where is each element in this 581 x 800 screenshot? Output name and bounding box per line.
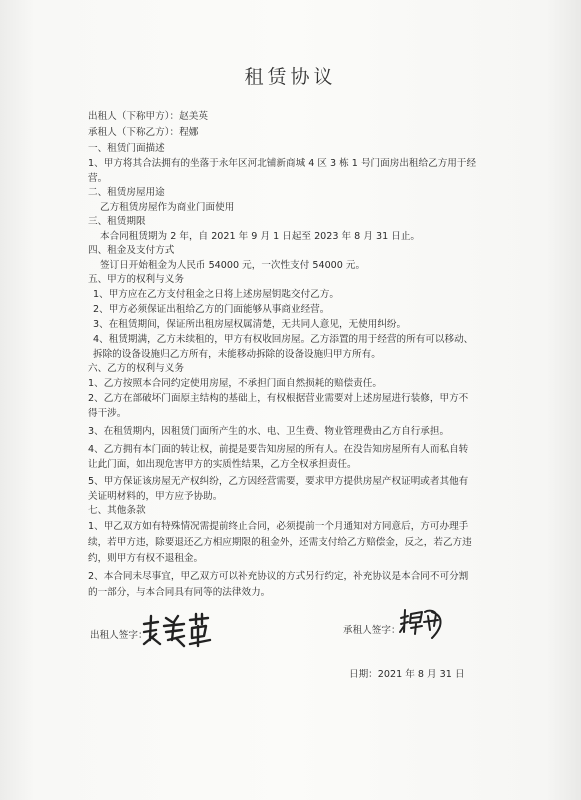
clause-line: 2、乙方在部破坏门面原主结构的基础上，有权根据营业需要对上述房屋进行装修，甲方不: [88, 393, 469, 404]
clause-line: 5、甲方保证该房屋无产权纠纷，乙方因经营需要，要求甲方提供房屋产权证明或者其他有: [88, 476, 469, 487]
clause-line: 得干涉。: [88, 408, 127, 419]
section-heading: 二、租赁房屋用途: [88, 187, 165, 198]
clause-line: 的一部分，与本合同具有同等的法律效力。: [88, 587, 271, 598]
section-heading: 五、甲方的权利与义务: [88, 274, 184, 285]
clause-line: 4、乙方拥有本门面的转让权，前提是要告知房屋的所有人。在没告知房屋所有人而私自转: [88, 444, 469, 455]
clause-line: 4、租赁期满，乙方未续租的，甲方有权收回房屋。乙方添置的用于经营的所有可以移动、: [93, 334, 474, 345]
clause-line: 2、本合同未尽事宜，甲乙双方可以补充协议的方式另行约定，补充协议是本合同不可分割: [88, 571, 469, 582]
clause-line: 关证明材料的，甲方应予协助。: [88, 491, 223, 502]
clause-line: 签订日开始租金为人民币 54000 元，一次性支付 54000 元。: [100, 260, 366, 271]
clause-line: 让此门面，如出现危害甲方的实质性结果，乙方全权承担责任。: [88, 459, 357, 470]
clause-line: 3、在租赁期间，保证所出租房屋权属清楚，无共同人意见，无使用纠纷。: [93, 319, 407, 330]
clause-line: 约，则甲方有权不退租金。: [88, 553, 204, 564]
clause-line: 2、甲方必须保证出租给乙方的门面能够从事商业经营。: [93, 304, 330, 315]
clause-line: 1、甲乙双方如有特殊情况需提前终止合同，必须提前一个月通知对方同意后，方可办理手: [88, 521, 469, 532]
clause-line: 续，若甲方违，除要退还乙方相应期限的租金外，还需支付给乙方赔偿金，反之，若乙方违: [88, 537, 472, 548]
signing-date: 日期：2021 年 8 月 31 日: [349, 669, 465, 680]
section-heading: 七、其他条款: [88, 505, 146, 516]
clause-line: 营。: [88, 173, 108, 184]
section-heading: 三、租赁期限: [88, 216, 146, 227]
lessor-line: 出租人（下称甲方）：赵美英: [88, 111, 208, 122]
document-title: 租赁协议: [244, 66, 337, 88]
clause-line: 1、甲方将其合法拥有的坐落于永年区河北铺新商城 4 区 3 栋 1 号门面房出租给乙方用于经: [88, 158, 477, 169]
clause-line: 乙方租赁房屋作为商业门面使用: [100, 202, 235, 213]
clause-line: 3、在租赁期内，因租赁门面所产生的水、电、卫生费、物业管理费由乙方自行承担。: [88, 426, 450, 437]
lessee-signature: [398, 606, 444, 640]
clause-line: 1、乙方按照本合同约定使用房屋，不承担门面自然损耗的赔偿责任。: [88, 378, 382, 389]
lessor-signature: [140, 610, 212, 650]
lessor-signature-label: 出租人签字：: [90, 630, 148, 641]
section-heading: 四、租金及支付方式: [88, 245, 175, 256]
clause-line: 1、甲方应在乙方支付租金之日将上述房屋钥匙交付乙方。: [93, 289, 339, 300]
clause-line: 本合同租赁期为 2 年，自 2021 年 9 月 1 日起至 2023 年 8 月 31 日止。: [100, 231, 421, 242]
clause-line: 拆除的设备设施归乙方所有，未能移动拆除的设备设施归甲方所有。: [93, 349, 381, 360]
section-heading: 六、乙方的权利与义务: [88, 363, 184, 374]
lessee-line: 承租人（下称乙方）：程娜: [88, 127, 199, 138]
lessee-signature-label: 承租人签字：: [343, 625, 401, 636]
section-heading: 一、租赁门面描述: [88, 143, 165, 154]
